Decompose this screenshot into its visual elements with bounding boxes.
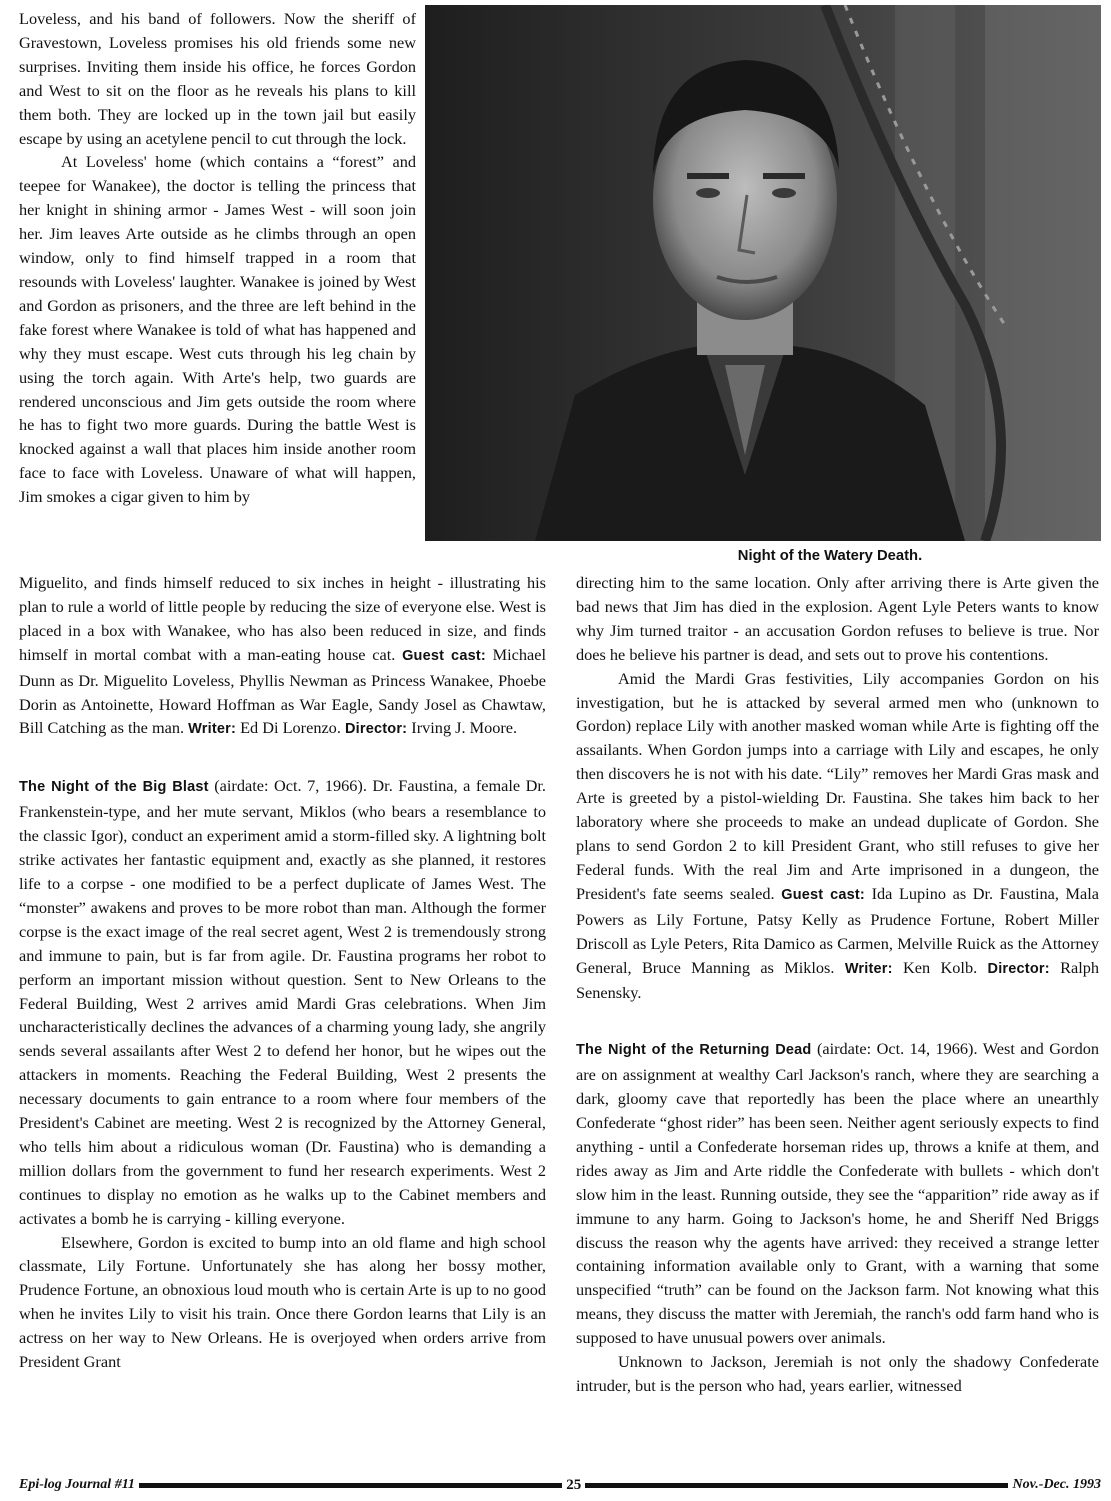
intro-paragraph-1: Loveless, and his band of followers. Now the sheriff of Gravestown, Loveless promises his old friends some new surprises. Inviting them inside his office, he forces Gordon and West to sit on the floor as he reveals his plans to kill them both. They are locked up in the town jail but easily escape by using an acetylene pencil to cut through the lock. <box>19 9 416 148</box>
guest-cast-label: Guest cast: <box>402 647 486 664</box>
photo-caption: Night of the Watery Death. <box>737 548 923 564</box>
director-label: Director: <box>344 721 408 738</box>
writer-label-2: Writer: <box>844 960 893 977</box>
intro-column <box>19 7 416 509</box>
left-column <box>19 571 546 1374</box>
episode-2-paragraph-2: Elsewhere, Gordon is excited to bump into an old flame and high school classmate, Lily Fortune. Unfortunately she has along her bossy mother, Prudence Fortune, an obnoxious loud mouth who is certain Arte is up to no good when he invites Lily to visit his train. Once there Gordon learns that Lily is an actress on her way to New Orleans. He is overjoyed when orders arrive from President Grant <box>19 1232 546 1372</box>
writer-text: Ed Di Lorenzo. <box>240 718 341 738</box>
episode-1-continuation <box>19 571 546 742</box>
guest-cast-text: Michael Dunn as Dr. Miguelito Loveless, Phyllis Newman as Princess Wanakee, Phoebe Dorin as Antoinette, Howard Hoffman as War Eagle, Sandy Josel as Chawtaw, Bill Catching as the man. <box>19 644 547 738</box>
episode-2-text: (airdate: Oct. 7, 1966). Dr. Faustina, a female Dr. Frankenstein-type, and her mute servant, Miklos (who bears a resemblance to the classic Igor), conduct an experiment amid a storm-filled sky. A lightning bolt strike activates her fantastic equipment and, exactly as she planned, it restores life to a corpse - one modified to be a perfect duplicate of James West. The “monster” awakens and proves to be more robot than man. Although the former corpse is the exact image of the real secret agent, West 2 is tremendously strong and immune to pain, but is far from agile. Dr. Faustina programs her robot to perform an important mission without question. Sent to New Orleans to the Federal Building, West 2 arrives amid Mardi Gras celebrations. When Jim uncharacteristically declines the advances of a charming young lady, she angrily sends several assailants after West 2 to defend her honor, but he wipes out the attackers in moments. Reaching the Federal Building, West 2 presents the necessary documents to gain entrance to a room where four members of the President's Cabinet are meeting. West 2 is recognized by the Attorney General, who tells him about a ridiculous woman (Dr. Faustina) who is demanding a million dollars from the government to fund her research experiments. West 2 continues to display no emotion as he walks up to the Cabinet members and activates a bomb he is carrying - killing everyone. <box>19 776 546 1228</box>
episode-2-paragraph-1 <box>19 774 546 1230</box>
guest-cast-text-2: Ida Lupino as Dr. Faustina, Mala Powers as Lily Fortune, Patsy Kelly as Prudence Fortune, Robert Miller Driscoll as Lyle Peters, Rita Damico as Carmen, Melville Ruick as the Attorney General, Bruce Manning as Miklos. <box>576 883 1100 977</box>
episode-2-title: The Night of the Big Blast <box>19 779 209 796</box>
page-number: 25 <box>566 1476 582 1493</box>
director-label-2: Director: <box>987 960 1050 977</box>
director-text-2: Ralph Senensky. <box>576 957 1100 1003</box>
episode-3-title: The Night of the Returning Dead <box>576 1042 812 1059</box>
right-column <box>576 571 1099 1398</box>
page-footer <box>19 1476 1101 1494</box>
director-text: Irving J. Moore. <box>411 718 518 738</box>
episode-1-text: Miguelito, and finds himself reduced to six inches in height - illustrating his plan to rule a world of little people by reducing the size of everyone else. West is placed in a box with Wanakee, who has also been reduced in size, and finds himself in mortal combat with a man-eating house cat. <box>19 573 546 664</box>
episode-3-paragraph-1 <box>576 1037 1099 1350</box>
journal-name: Epi-log Journal #11 <box>19 1477 135 1492</box>
guest-cast-label-2: Guest cast: <box>781 886 865 903</box>
episode-3-paragraph-2: Unknown to Jackson, Jeremiah is not only the shadowy Confederate intruder, but is the person who had, years earlier, witnessed <box>576 1352 1099 1395</box>
intro-paragraph-2: At Loveless' home (which contains a “forest” and teepee for Wanakee), the doctor is telling the princess that her knight in shining armor - James West - will soon join her. Jim leaves Arte outside as he climbs through an open window, only to find himself trapped in a room that resounds with Loveless' laughter. Wanakee is joined by West and Gordon as prisoners, and the three are left behind in the fake forest where Wanakee is told of what has happened and why they must escape. West cuts through his leg chain by using the torch again. With Arte's help, two guards are rendered unconscious and Jim gets outside the room where he has to fight two more guards. During the battle West is knocked against a wall that places him inside another room face to face with Loveless. Unaware of what will happen, Jim smokes a cigar given to him by <box>19 152 416 507</box>
episode-photo <box>425 5 1101 541</box>
episode-3-text: (airdate: Oct. 14, 1966). West and Gordon are on assignment at wealthy Carl Jackson's ranch, where they are searching a dark, gloomy cave that reportedly has been the place where an unearthly Confederate “ghost rider” has been seen. Neither agent seriously expects to find anything - until a Confederate horseman rides up, throws a knife at them, and rides away as Jim and Arte riddle the Confederate with bullets - which don't slow him in the least. Running outside, they see the “apparition” ride away as if immune to any harm. Going to Jackson's home, he and Sheriff Ned Briggs discuss the reason why the agents have arrived: they received a strange letter containing information available only to Grant, with a warning that some unspecified “truth” can be found on the Jackson farm. Not knowing what this means, they discuss the matter with Jeremiah, the ranch's odd farm hand who is supposed to have unusual powers over animals. <box>576 1039 1100 1348</box>
episode-2-paragraph-4-text: Amid the Mardi Gras festivities, Lily accompanies Gordon on his investigation, but he is attacked by several armed men who (unknown to Gordon) replace Lily with another masked woman while Arte is fighting off the assailants. When Gordon jumps into a carriage with Lily and escapes, he only then discovers he is not with his date. “Lily” removes her Mardi Gras mask and Arte is greeted by a pistol-wielding Dr. Faustina. She takes him back to her laboratory where she proceeds to make an undead duplicate of Gordon. She plans to send Gordon 2 to kill President Grant, who still refuses to give her Federal funds. With the real Jim and Arte imprisoned in a dungeon, the President's fate seems sealed. <box>576 668 1099 903</box>
issue-date: Nov.-Dec. 1993 <box>1012 1477 1101 1492</box>
episode-2-paragraph-4 <box>576 667 1099 1006</box>
footer-rule-left <box>139 1483 562 1488</box>
writer-text-2: Ken Kolb. <box>903 957 978 977</box>
photo-illustration <box>425 5 1101 541</box>
writer-label: Writer: <box>188 721 236 738</box>
episode-2-paragraph-3: directing him to the same location. Only after arriving there is Arte given the bad news that Jim has died in the explosion. Agent Lyle Peters wants to know why Jim turned traitor - an accusation Gordon refuses to believe is true. Nor does he believe his partner is dead, and sets out to prove his contentions. <box>576 573 1099 664</box>
footer-rule-right <box>585 1483 1008 1488</box>
